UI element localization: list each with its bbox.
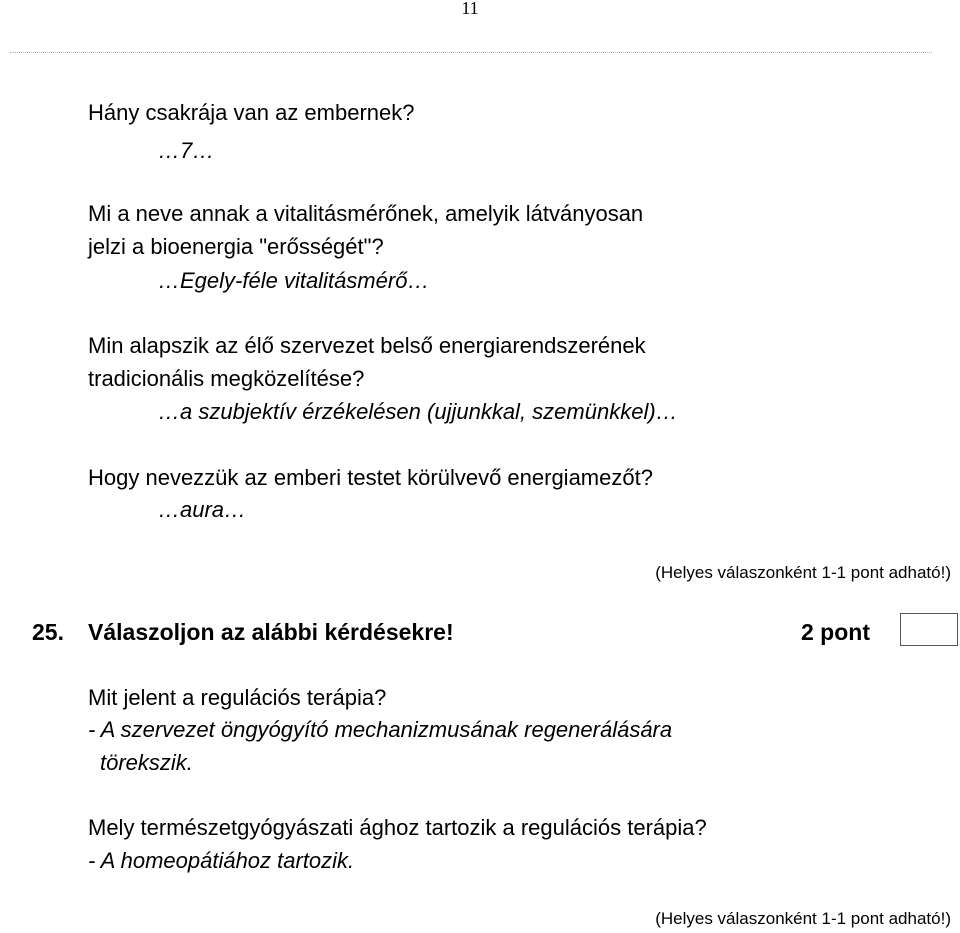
question-vitality-meter-line1: Mi a neve annak a vitalitásmérőnek, amelyik látványosan [88,201,644,226]
question-energy-system-line2: tradicionális megközelítése? [88,366,365,391]
question-vitality-meter-line2: jelzi a bioenergia "erősségét"? [88,234,384,259]
question-regulation-therapy: Mit jelent a regulációs terápia? [88,685,387,710]
answer-regulation-therapy-line1: - A szervezet öngyógyító mechanizmusának regenerálására [88,717,673,742]
question-title: Válaszoljon az alábbi kérdésekre! [88,619,454,645]
answer-naturopathy-branch: - A homeopátiához tartozik. [88,848,355,873]
question-naturopathy-branch: Mely természetgyógyászati ághoz tartozik a regulációs terápia? [88,815,707,840]
answer-energy-field: …aura… [158,497,247,522]
score-box[interactable] [900,613,958,646]
answer-regulation-therapy-line2: törekszik. [100,750,193,775]
header-divider [10,52,932,53]
page-number: 11 [461,0,479,18]
question-energy-field: Hogy nevezzük az emberi testet körülvevő energiamezőt? [88,465,653,490]
scoring-note: (Helyes válaszonként 1-1 pont adható!) [655,563,951,582]
answer-chakras: …7… [158,138,215,163]
question-energy-system-line1: Min alapszik az élő szervezet belső energiarendszerének [88,333,646,358]
answer-energy-system: …a szubjektív érzékelésen (ujjunkkal, szemünkkel)… [158,399,678,424]
question-points: 2 pont [801,619,870,645]
answer-vitality-meter: …Egely-féle vitalitásmérő… [158,268,430,293]
question-chakras: Hány csakrája van az embernek? [88,100,415,125]
scoring-note: (Helyes válaszonként 1-1 pont adható!) [655,909,951,928]
question-number: 25. [32,619,64,645]
